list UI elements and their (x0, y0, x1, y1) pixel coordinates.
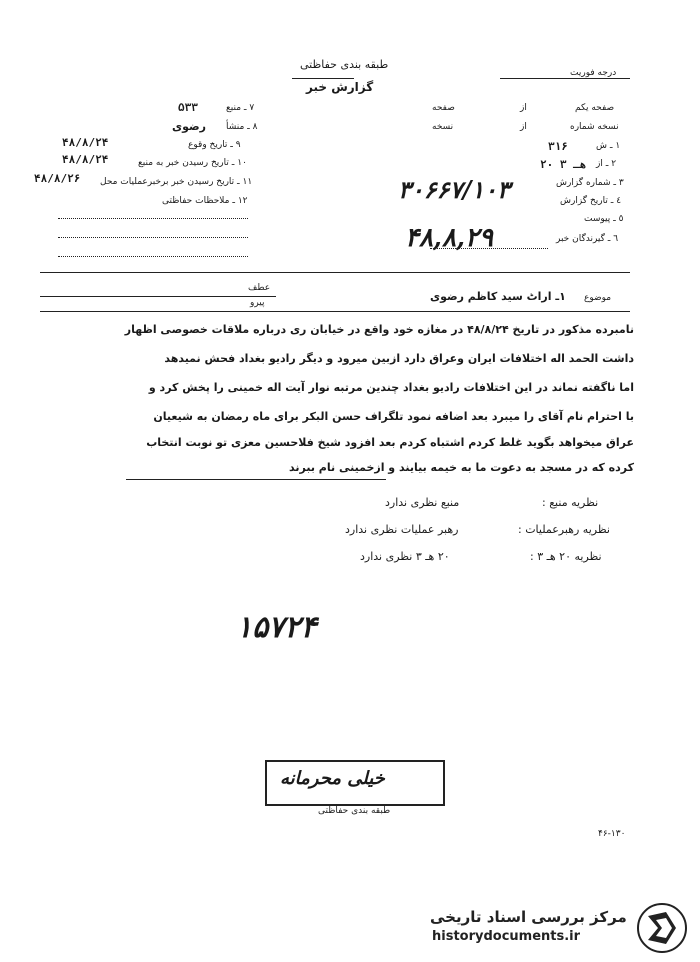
field-7-value: ۵۳۳ (178, 101, 198, 114)
body-line: داشت الحمد اله اختلافات ایران وعراق دارد ازبین میرود و دیگر رادیو بغداد فحش نمیدهد (164, 352, 634, 365)
watermark-site: historydocuments.ir (432, 929, 581, 944)
ref-label: عطف (248, 283, 271, 293)
eval-source-label: نظریه منبع : (542, 496, 599, 509)
subject-value: ۱ـ اراٹ سید کاظم رضوی (430, 290, 566, 303)
copy-label: نسخه شماره (570, 122, 619, 132)
handwritten-file-number: ۱۵۷۲۴ (236, 610, 317, 645)
report-title: گزارش خبر (306, 80, 374, 94)
form-code: ۴۶-۱۳۰ (598, 829, 626, 839)
body-line: با احترام نام آقای را میبرد بعد اضافه نمود تلگراف حسن البکر برای ماه رمضان به شیعیان (153, 410, 634, 423)
eval-operations-value: رهبر عملیات نظری ندارد (345, 523, 459, 536)
field-6-label: ٦ ـ گیرندگان خبر (556, 234, 619, 244)
urgency-label: درجه فوریت (570, 68, 617, 78)
stamp-caption: طبقه بندی حفاظتی (318, 806, 391, 816)
handwritten-report-date: ۴۸,۸,۲۹ (405, 223, 493, 253)
stamp-text: خیلی محرمانه (280, 768, 385, 789)
field-1-label: ۱ ـ ش (596, 141, 621, 151)
field-5-label: ٥ ـ پیوست (584, 214, 624, 224)
body-line: عراق میخواهد بگوید غلط کردم اشتباه کردم بعد افزود شیخ فلاحسین معزی تو نوبت انتخاب (146, 436, 634, 449)
field-8-label: ۸ ـ منشأ (226, 122, 258, 132)
field-4-label: ٤ ـ تاریخ گزارش (560, 196, 622, 206)
page-label: صفحه یکم (575, 103, 615, 113)
watermark-org-name: مرکز بررسی اسناد تاریخی (430, 908, 627, 926)
field-1-value: ۳۱۶ (548, 140, 568, 153)
field-7-label: ۷ ـ منبع (226, 103, 255, 113)
field-11-label: ۱۱ ـ تاریخ رسیدن خبر برخبرعملیات محل (100, 177, 253, 187)
page-of2: صفحه (432, 103, 455, 113)
page-of: از (520, 103, 527, 113)
follow-label: پیرو (250, 298, 265, 308)
eval-20h3-label: نظریه ۲۰ هـ ۳ : (530, 550, 602, 563)
field-10-value: ۴۸/۸/۲۴ (62, 153, 109, 166)
field-9-value: ۴۸/۸/۲۴ (62, 136, 109, 149)
body-line: کرده که در مسجد به دعوت ما به خیمه بیایند و ازخمینی نام ببرند (289, 461, 634, 474)
field-2-label: ۲ ـ از (596, 159, 617, 169)
field-10-label: ۱۰ ـ تاریخ رسیدن خبر به منبع (138, 158, 247, 168)
classification-title: طبقه بندی حفاظتی (300, 58, 389, 71)
eval-source-value: منبع نظری ندارد (385, 496, 460, 509)
eval-operations-label: نظریه رهبرعملیات : (518, 523, 610, 536)
field-8-value: رضوی (172, 120, 206, 133)
body-line: نامبرده مذکور در تاریخ ۴۸/۸/۲۴ در مغازه خود واقع در خیابان ری درباره ملاقات خصوصی اظهار (124, 323, 634, 336)
eval-20h3-value: ۲۰ هـ ۳ نظری ندارد (360, 550, 450, 563)
field-2-value: ۲۰ هـ ۳ (540, 158, 587, 171)
field-9-label: ۹ ـ تاریخ وقوع (188, 140, 241, 150)
handwritten-report-number: ۳۰۶۶۷/۱۰۳ (398, 175, 510, 204)
field-3-label: ۳ ـ شماره گزارش (556, 178, 624, 188)
field-11-value: ۴۸/۸/۲۶ (34, 172, 81, 185)
body-line: اما ناگفته نماند در این اختلافات رادیو بغداد چندین مرتبه نوار آیت اله خمینی را پخش کرد و (148, 381, 634, 394)
field-12-label: ۱۲ ـ ملاحظات حفاظتی (162, 196, 248, 206)
copy-of2: نسخه (432, 122, 454, 132)
archive-logo-icon (636, 902, 688, 954)
subject-label: موضوع (584, 293, 612, 303)
copy-of: از (520, 122, 527, 132)
